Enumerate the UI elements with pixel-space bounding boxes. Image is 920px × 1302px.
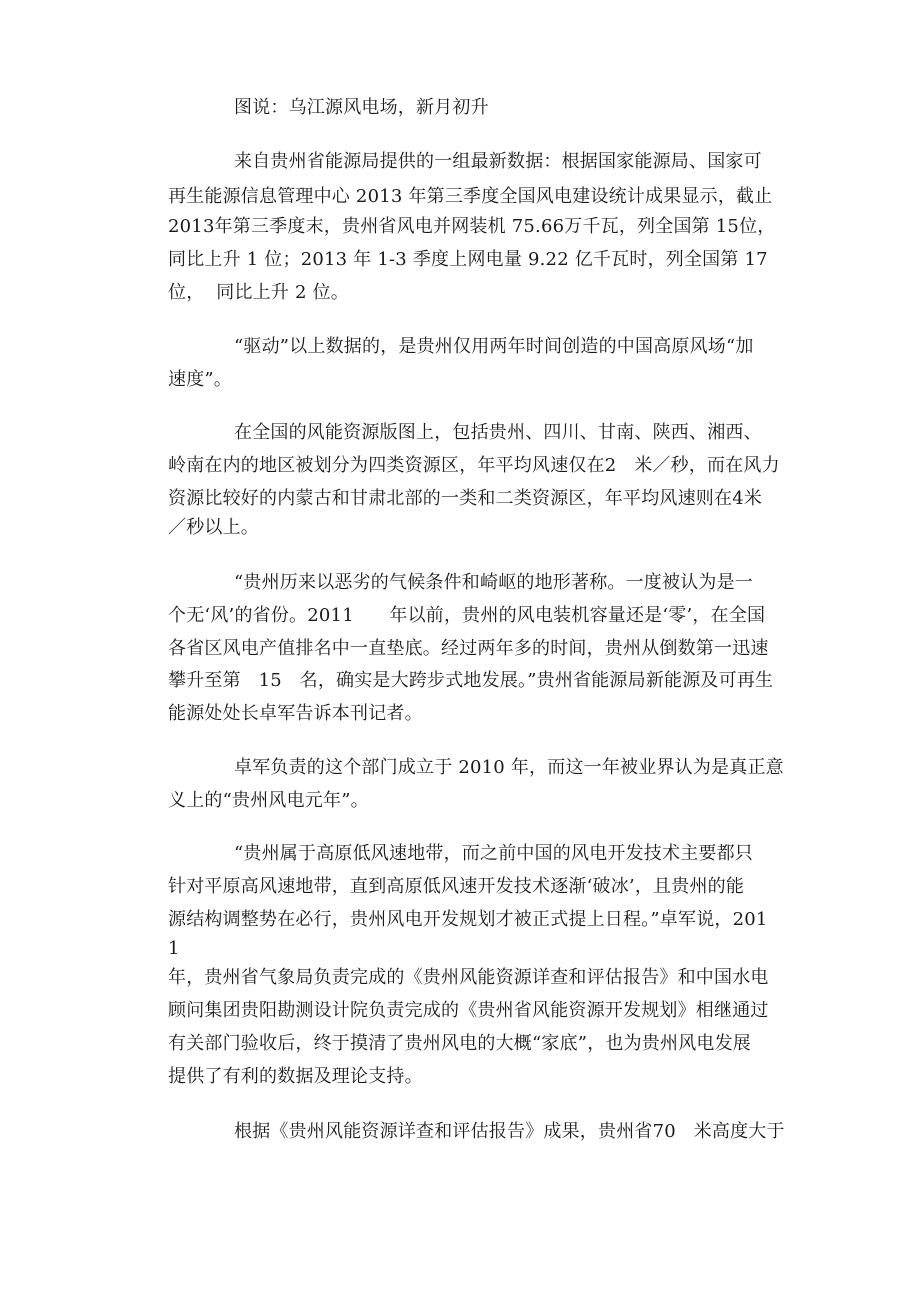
paragraph-7-line-1: 根据《贵州风能资源详查和评估报告》成果，贵州省70 米高度大于 <box>234 1121 785 1142</box>
image-caption: 图说：乌江源风电场，新月初升 <box>234 97 489 118</box>
paragraph-1-line-1: 来自贵州省能源局提供的一组最新数据：根据国家能源局、国家可 <box>234 151 762 172</box>
paragraph-6-line-8: 提供了有利的数据及理论支持。 <box>168 1066 423 1087</box>
paragraph-6-line-4: 1 <box>168 938 180 959</box>
paragraph-4-line-3: 各省区风电产值排名中一直垫底。经过两年多的时间，贵州从倒数第一迅速 <box>168 638 769 659</box>
paragraph-5-line-1: 卓军负责的这个部门成立于 2010 年，而这一年被业界认为是真正意 <box>234 757 784 778</box>
paragraph-1-line-3: 2013年第三季度末，贵州省风电并网装机 75.66万千瓦，列全国第 15位， <box>168 216 776 237</box>
paragraph-3-line-3: 资源比较好的内蒙古和甘肃北部的一类和二类资源区，年平均风速则在4米 <box>168 488 763 509</box>
paragraph-1-line-2: 再生能源信息管理中心 2013 年第三季度全国风电建设统计成果显示，截止 <box>168 186 773 207</box>
paragraph-3-line-4: ／秒以上。 <box>168 517 259 538</box>
paragraph-6-line-5: 年，贵州省气象局负责完成的《贵州风能资源详查和评估报告》和中国水电 <box>168 967 769 988</box>
paragraph-4-line-1: “贵州历来以恶劣的气候条件和崎岖的地形著称。一度被认为是一 <box>234 572 753 593</box>
paragraph-5-line-2: 义上的“贵州风电元年”。 <box>168 790 369 811</box>
paragraph-4-line-4: 攀升至第 15 名，确实是大跨步式地发展。”贵州省能源局新能源及可再生 <box>168 670 774 691</box>
paragraph-6-line-6: 顾问集团贵阳勘测设计院负责完成的《贵州省风能资源开发规划》相继通过 <box>168 1000 769 1021</box>
paragraph-3-line-2: 岭南在内的地区被划分为四类资源区，年平均风速仅在2 米／秒，而在风力 <box>168 455 780 476</box>
paragraph-6-line-2: 针对平原高风速地带，直到高原低风速开发技术逐渐‘破冰’，且贵州的能 <box>168 876 745 897</box>
paragraph-1-line-5: 位， 同比上升 2 位。 <box>168 282 349 303</box>
paragraph-6-line-3: 源结构调整势在必行，贵州风电开发规划才被正式提上日程。”卓军说，201 <box>168 909 768 930</box>
paragraph-3-line-1: 在全国的风能资源版图上，包括贵州、四川、甘南、陕西、湘西、 <box>234 422 762 443</box>
paragraph-6-line-1: “贵州属于高原低风速地带，而之前中国的风电开发技术主要都只 <box>234 843 753 864</box>
paragraph-6-line-7: 有关部门验收后，终于摸清了贵州风电的大概“家底”，也为贵州风电发展 <box>168 1033 752 1054</box>
paragraph-4-line-5: 能源处处长卓军告诉本刊记者。 <box>168 703 423 724</box>
paragraph-2-line-2: 速度”。 <box>168 369 233 390</box>
paragraph-1-line-4: 同比上升 1 位；2013 年 1-3 季度上网电量 9.22 亿千瓦时，列全国第 17 <box>168 249 768 270</box>
paragraph-4-line-2: 个无‘风’的省份。2011 年以前，贵州的风电装机容量还是‘零’，在全国 <box>168 605 766 626</box>
paragraph-2-line-1: “驱动”以上数据的，是贵州仅用两年时间创造的中国高原风场“加 <box>234 336 754 357</box>
